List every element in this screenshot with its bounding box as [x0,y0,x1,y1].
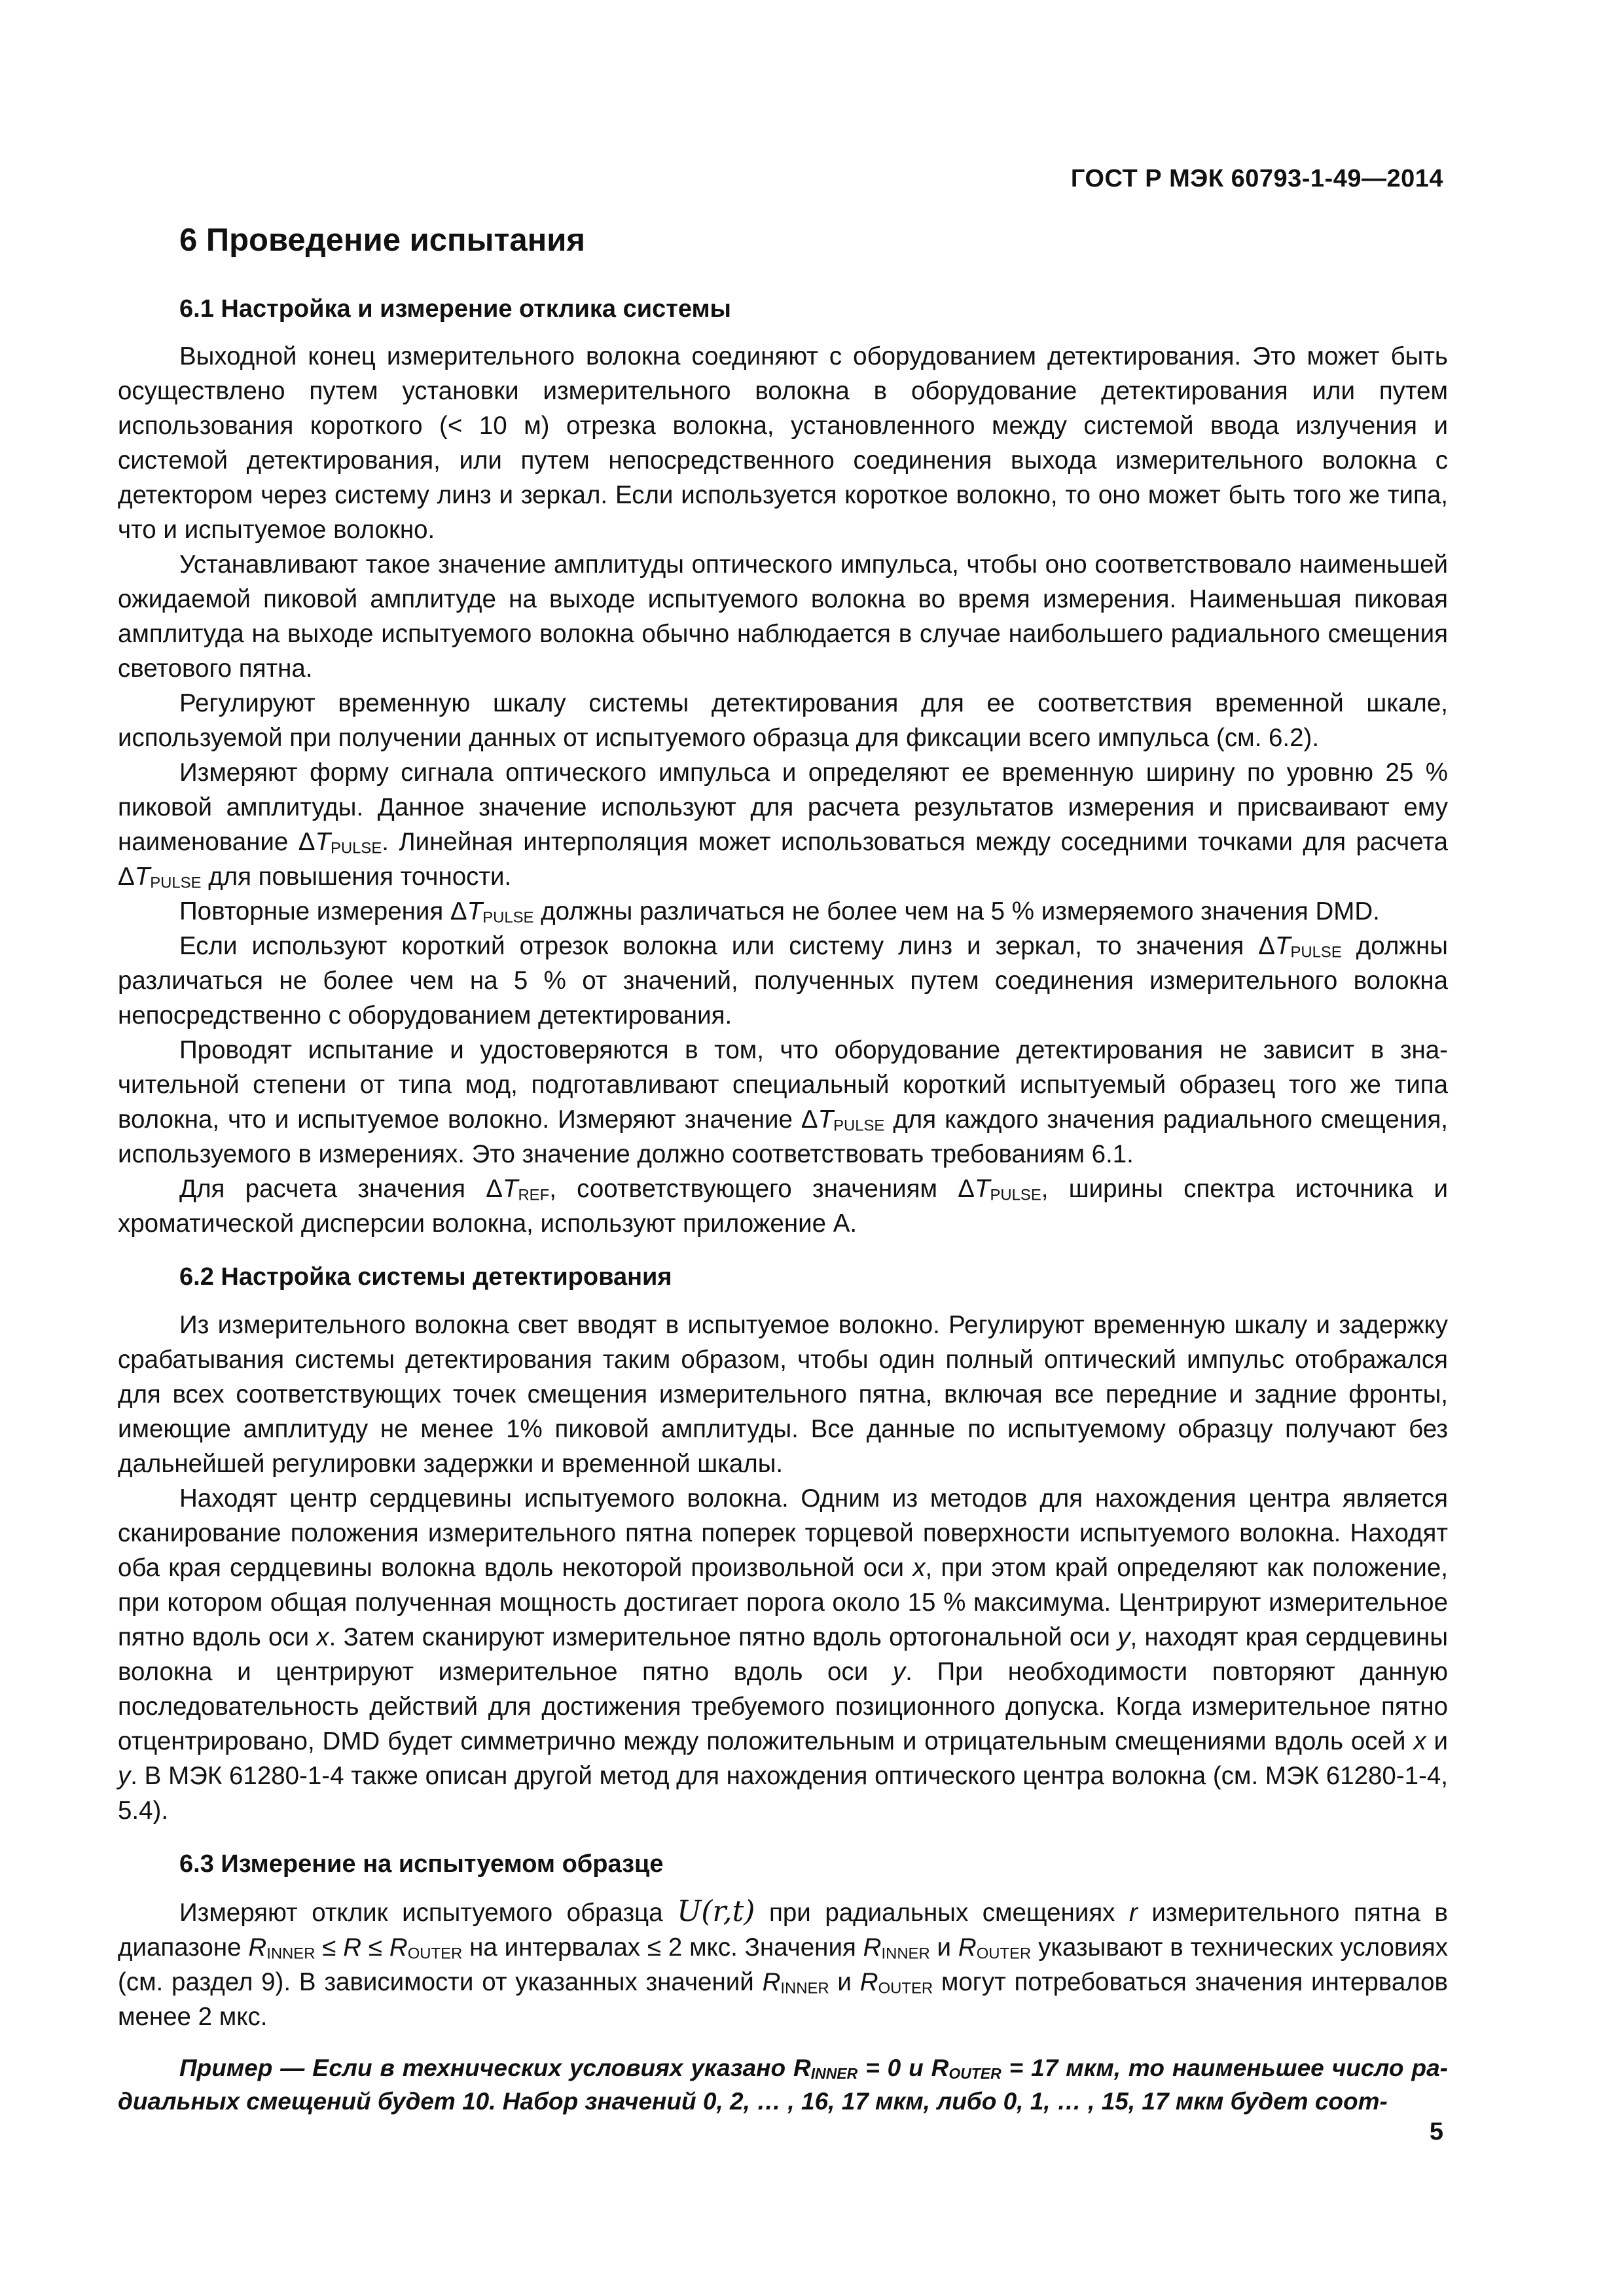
paragraph: Если используют короткий отрезок волокна или систему линз и зеркал, то значения ΔTPULSE должны различаться не более чем на 5 % от значений, полученных путем соединения измерительного волокна непосредственно с оборудованием детектирования. [118,932,1448,1030]
page-content [118,221,1448,2118]
paragraph: Регулируют временную шкалу системы детектирования для ее соответствия временной шкале, используемой при получении данных от испытуемого образца для фиксации всего импульса (см. 6.2). [118,689,1448,753]
paragraph: Повторные измерения ΔTPULSE должны различаться не более чем на 5 % измеряемого значения DMD. [179,897,1380,927]
paragraph: Измеряют форму сигнала оптического импульса и определяют ее временную ширину по уровню 25 % пиковой амплитуды. Данное значение используют для расчета результатов измерения и присваивают ему наименование ΔTPULSE. Линейная интерполяция может использоваться между соседними точками для расчета ΔTPULSE для повышения точности. [118,759,1448,892]
example-note: Пример — Если в технических условиях указано RINNER = 0 и ROUTER = 17 мкм, то наименьшее число радиальных смещений будет 10. Набор значений 0, 2, … , 16, 17 мкм, либо 0, 1, … , 15, 17 мкм будет соот- [118,2054,1448,2115]
paragraph: Для расчета значения ΔTREF, соответствующего значениям ΔTPULSE, ширины спектра источника и хроматической дисперсии волокна, используют приложение А. [118,1175,1448,1238]
subsection-title-6-2: 6.2 Настройка системы детектирования [179,1263,672,1291]
page-number: 5 [1429,2118,1443,2145]
paragraph: Устанавливают такое значение амплитуды оптического импульса, чтобы оно соответствовало наименьшей ожидаемой пиковой амплитуде на выходе испытуемого волокна во время измерения. Наименьшая пиковая амплитуда на выходе испытуемого волокна обычно наблюдается в случае наибольшего радиального смещения светового пятна. [118,550,1448,683]
paragraph: Измеряют отклик испытуемого образца U(r,t) при радиальных смещениях r измерительного пятна в диапазоне RINNER ≤ R ≤ ROUTER на интервалах ≤ 2 мкс. Значения RINNER и ROUTER указывают в технических условиях (см. раздел 9). В зависимости от указанных значений RINNER и ROUTER могут потребоваться значения интервалов менее 2 мкс. [118,1895,1449,2032]
document-code: ГОСТ Р МЭК 60793-1-49—2014 [1070,165,1443,192]
subsection-title-6-1: 6.1 Настройка и измерение отклика системы [179,295,732,323]
section-title: 6 Проведение испытания [179,223,585,258]
formula-U-r-t: U(r,t) [677,1895,755,1929]
paragraph: Выходной конец измерительного волокна соединяют с оборудованием детектирования. Это может быть осуществлено путем установки измерительного волокна в оборудование детектирования или путем использования короткого (< 10 м) отрезка волокна, установленного между системой ввода излучения и системой детектирования, или путем непосредственного соединения выхода измерительного волокна с детектором через систему линз и зеркал. Если используется короткое волокно, то оно может быть того же типа, что и испытуемое волокно. [118,342,1448,545]
paragraph: Находят центр сердцевины испытуемого волокна. Одним из методов для нахождения центра является сканирование положения измерительного пятна поперек торцевой поверхности испытуемого волокна. Находят оба края сердцевины волокна вдоль некоторой произвольной оси x, при этом край определяют как положение, при котором общая полученная мощность достигает порога около 15 % максимума. Центрируют измерительное пятно вдоль оси x. Затем сканируют измерительное пятно вдоль ортогональной оси y, находят края сердцевины волокна и центрируют измерительное пятно вдоль оси y. При необходимости повторяют данную последовательность действий для достижения требуемого позиционного допуска. Когда измерительное пятно отцентрировано, DMD будет симметрично между положительным и отрицательным смещениями вдоль осей x и y. В МЭК 61280-1-4 также описан другой метод для нахождения оптического центра волокна (см. МЭК 61280-1-4, 5.4). [118,1484,1448,1825]
subsection-title-6-3: 6.3 Измерение на испытуемом образце [179,1850,664,1878]
paragraph: Проводят испытание и удостоверяются в том, что оборудование детектирования не зависит в значительной степени от типа мод, подготавливают специальный короткий испытуемый образец того же типа волокна, что и испытуемое волокно. Измеряют значение ΔTPULSE для каждого значения радиального смещения, используемого в измерениях. Это значение должно соответствовать требованиям 6.1. [118,1036,1448,1169]
paragraph: Из измерительного волокна свет вводят в испытуемое волокно. Регулируют временную шкалу и задержку срабатывания системы детектирования таким образом, чтобы один полный оптический импульс отображался для всех соответствующих точек смещения измерительного пятна, включая все передние и задние фронты, имеющие амплитуду не менее 1% пиковой амплитуды. Все данные по испытуемому образцу получают без дальнейшей регулировки задержки и временной шкалы. [118,1310,1448,1478]
